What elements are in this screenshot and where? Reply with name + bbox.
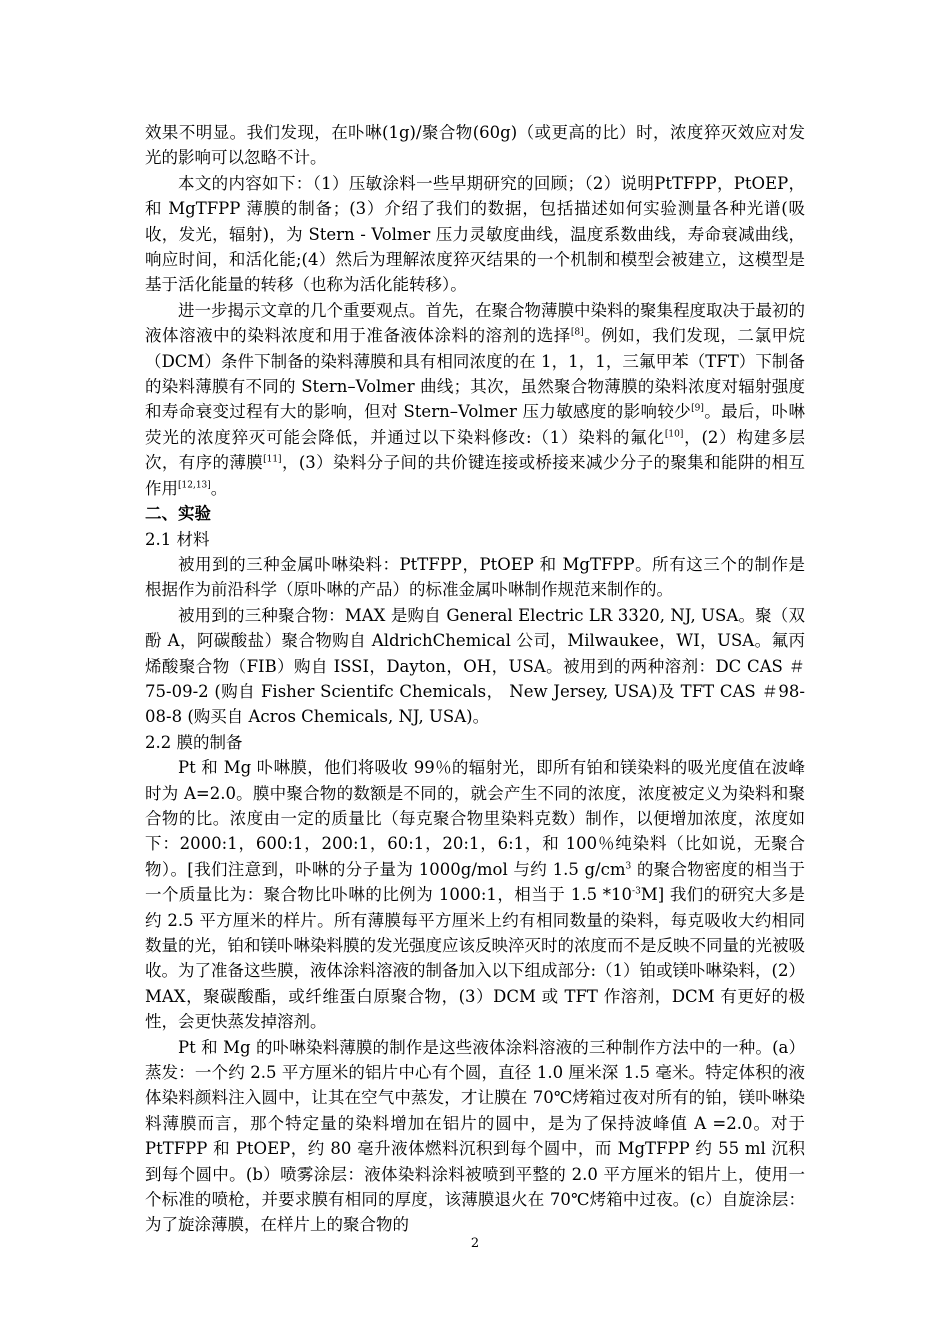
text-run: ，(3）染料分子间的共价键连接或桥接来减少分子的聚集和能阱的相互作用 <box>145 453 805 498</box>
paragraph <box>145 298 805 501</box>
text-run: 二、实验 <box>145 504 211 524</box>
text-run: 2.1 材料 <box>145 529 210 549</box>
text-run: 2.2 膜的制备 <box>145 732 243 752</box>
text-run: ，(2）构建多层次，有序的薄膜 <box>145 427 805 473</box>
text-run: 本文的内容如下：（1）压敏涂料一些早期研究的回顾；（2）说明PtTFPP，PtOEP，和 MgTFPP 薄膜的制备；(3）介绍了我们的数据，包括描述如何实验测量各种光谱(吸收，发光，辐射)，为 Stern - Volmer 压力灵敏度曲线，温度系数曲线，寿命衰减曲线，响应时间，和活化能;(4）然后为理解浓度猝灭结果的一个机制和模型会被建立，这模型是基于活化能量的转移（也称为活化能转移）。 <box>145 173 805 295</box>
citation-superscript: [12,13] <box>178 480 211 491</box>
paragraph <box>145 171 805 298</box>
text-run: M] 我们的研究大多是约 2.5 平方厘米的样片。所有薄膜每平方厘米上约有相同数量的染料，每克吸收大约相同数量的光，铂和镁卟啉染料膜的发光强度应该反映淬灭时的浓度而不是反映不同量的光被吸收。为了准备这些膜，液体涂料溶液的制备加入以下组成部分:（1）铂或镁卟啉染料，(2）MAX，聚碳酸酯，或纤维蛋白原聚合物，(3）DCM 或 TFT 作溶剂，DCM 有更好的极性，会更快蒸发掉溶剂。 <box>145 885 805 1032</box>
text-run: 。例如，我们发现，二氯甲烷（DCM）条件下制备的染料薄膜和具有相同浓度的在 1，1，1，三氟甲苯（TFT）下制备的染料薄膜有不同的 Stern–Volmer 曲线；其次，虽然聚合物薄膜的染料浓度对辐射强度和寿命衰变过程有大的影响，但对 Stern–Volmer 压力敏感度的影响较少 <box>145 326 806 422</box>
paragraph <box>145 603 805 730</box>
text-run: 进一步揭示文章的几个重要观点。首先，在聚合物薄膜中染料的聚集程度取决于最初的液体溶液中的染料浓度和用于准备液体涂料的溶剂的选择 <box>145 300 805 346</box>
citation-superscript: 3 <box>625 861 632 872</box>
text-run: 。最后，卟啉荧光的浓度猝灭可能会降低，并通过以下染料修改:（1）染料的氟化 <box>145 402 806 447</box>
text-run: 被用到的三种金属卟啉染料：PtTFPP，PtOEP 和 MgTFPP。所有这三个的制作是根据作为前沿科学（原卟啉的产品）的标准金属卟啉制作规范来制作的。 <box>145 554 805 600</box>
text-run: 被用到的三种聚合物：MAX 是购自 General Electric LR 3320, NJ, USA。聚（双酚 A，阿碳酸盐）聚合物购自 AldrichChemical 公司，Milwaukee，WI，USA。氟丙烯酸聚合物（FIB）购自 ISSI，Dayton，OH，USA。被用到的两种溶剂：DC CAS ＃75-09-2 (购自 Fisher Scientifc Chemicals， New Jersey, USA)及 TFT CAS ＃98-08-8 (购买自 Acros Chemicals, NJ, USA)。 <box>145 605 805 727</box>
paragraph <box>145 552 805 603</box>
paragraph <box>145 755 805 1034</box>
text-run: Pt 和 Mg 的卟啉染料薄膜的制作是这些液体涂料溶液的三种制作方法中的一种。(a）蒸发：一个约 2.5 平方厘米的铝片中心有个圆，直径 1.0 厘米深 1.5 毫米。特定体积的液体染料颜料注入圆中，让其在空气中蒸发，才让膜在 70℃烤箱过夜对所有的铂，镁卟啉染料薄膜而言，那个特定量的染料增加在铝片的圆中，是为了保持波峰值 A =2.0。对于 PtTFPP 和 PtOEP，约 80 毫升液体燃料沉积到每个圆中，而 MgTFPP 约 55 ml 沉积到每个圆中。(b）喷雾涂层：液体染料涂料被喷到平整的 2.0 平方厘米的铝片上，使用一个标准的喷枪，并要求膜有相同的厚度，该薄膜退火在 70℃烤箱中过夜。(c）自旋涂层：为了旋涂薄膜，在样片上的聚合物的 <box>145 1037 805 1235</box>
citation-superscript: [10] <box>664 429 684 440</box>
body-text <box>145 120 805 1238</box>
section-heading <box>145 501 805 526</box>
text-run: Pt 和 Mg 卟啉膜，他们将吸收 99％的辐射光，即所有铂和镁染料的吸光度值在波峰时为 A=2.0。膜中聚合物的数额是不同的，就会产生不同的浓度，浓度被定义为染料和聚合物的比。浓度由一定的质量比（每克聚合物里染料克数）制作，以便增加浓度，浓度如下：2000:1，600:1，200:1，60:1，20:1，6:1，和 100％纯染料（比如说，无聚合物）。[我们注意到，卟啉的分子量为 1000g/mol 与约 1.5 g/cm <box>145 758 805 879</box>
subsection-heading <box>145 527 805 552</box>
subsection-heading <box>145 730 805 755</box>
paragraph <box>145 1035 805 1238</box>
paragraph <box>145 120 805 171</box>
text-run: 。 <box>210 478 228 498</box>
citation-superscript: [9] <box>691 403 704 414</box>
text-run: 效果不明显。我们发现，在卟啉(1g)/聚合物(60g)（或更高的比）时，浓度猝灭效应对发光的影响可以忽略不计。 <box>145 123 805 168</box>
citation-superscript: [11] <box>263 454 282 465</box>
text-run: 的聚合物密度的相当于一个质量比为：聚合物比卟啉的比例为 1000:1，相当于 1.5 *10 <box>145 859 806 905</box>
page-number: 2 <box>470 1236 480 1251</box>
citation-superscript: -3 <box>632 886 641 897</box>
citation-superscript: [8] <box>570 327 584 338</box>
